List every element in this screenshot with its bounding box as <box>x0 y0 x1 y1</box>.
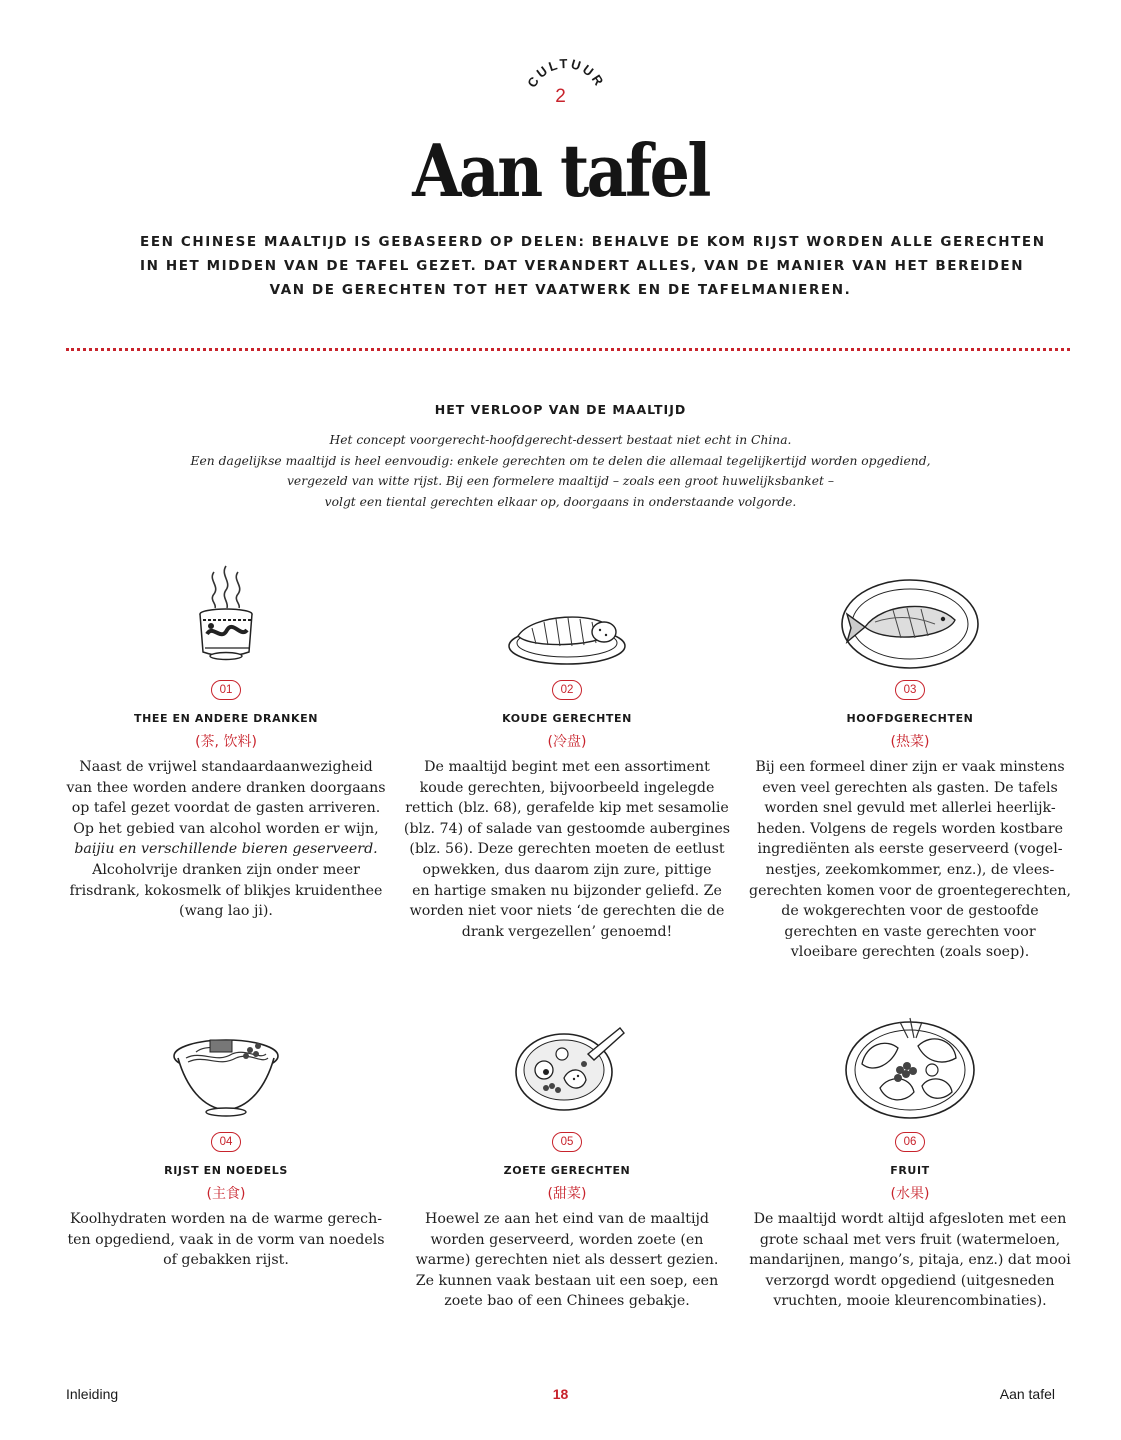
course-text: De maaltijd begint met een assortiment koude gerechten, bijvoorbeeld ingelegde rettich (blz. 68), gerafelde kip met sesamolie (blz. 74) of salade van gestoomde aubergines (blz. 56). Deze gerechten moeten de eetlust opwekken, dus daarom zijn zure, pittige en hartige smaken nu bijzonder geliefd. Ze worden niet voor niets ‘de gerechten die de drank vergezellen’ genoemd! <box>403 759 731 940</box>
course-number: 04 <box>211 1132 241 1152</box>
course-chinese: (主食) <box>206 1186 246 1202</box>
page-title: Aan tafel <box>412 128 709 213</box>
course-text: Hoewel ze aan het eind van de maaltijd worden geserveerd, worden zoete (en warme) gerechten niet als dessert gezien. Ze kunnen vaak bestaan uit een soep, een zoete bao of een Chinees gebakje. <box>415 1211 719 1310</box>
course-item <box>402 1006 732 1312</box>
course-title: THEE EN ANDERE DRANKEN <box>133 712 319 725</box>
svg-text:CULTUUR: CULTUUR <box>524 55 608 91</box>
dotted-divider <box>66 348 1070 351</box>
course-title: ZOETE GERECHTEN <box>503 1164 631 1177</box>
footer-chapter-title: Aan tafel <box>999 1386 1055 1402</box>
course-title: HOOFDGERECHTEN <box>846 712 974 725</box>
course-chinese: (冷盘) <box>547 734 587 750</box>
course-text: De maaltijd wordt altijd afgesloten met een grote schaal met vers fruit (watermeloen, mandarijnen, mango’s, pitaja, enz.) dat mooi verzorgd wordt opgediend (uitgesneden vruchten, mooie kleurencombinaties). <box>749 1211 1071 1310</box>
section-heading: HET VERLOOP VAN DE MAALTIJD <box>434 402 687 417</box>
course-text: Naast de vrijwel standaardaanwezigheid van thee worden andere dranken doorgaans op tafel gezet voordat de gasten arriveren. Op het gebied van alcohol worden er wijn, baijiu en verschillende bieren geserveerd. Alcoholvrije dranken zijn onder meer frisdrank, kokosmelk of blikjes kruidenthee (wang lao ji). <box>66 759 386 920</box>
course-item <box>745 1006 1075 1312</box>
course-chinese: (热菜) <box>890 734 930 750</box>
course-number: 01 <box>211 680 241 700</box>
course-text: Koolhydraten worden na de warme gerech- ten opgediend, vaak in de vorm van noedels of gebakken rijst. <box>67 1211 385 1269</box>
course-item <box>745 554 1075 963</box>
footer-section-name: Inleiding <box>66 1386 119 1402</box>
course-item <box>402 554 732 942</box>
chapter-number: 2 <box>555 86 566 107</box>
course-number: 05 <box>552 1132 582 1152</box>
tea-cup-icon <box>181 562 271 672</box>
fish-dish-icon <box>835 572 985 672</box>
intro-text: EEN CHINESE MAALTIJD IS GEBASEERD OP DELEN: BEHALVE DE KOM RIJST WORDEN ALLE GERECHTEN IN HET MIDDEN VAN DE TAFEL GEZET. DAT VERANDERT ALLES, VAN DE MANIER VAN HET BEREIDEN VAN DE GERECHTEN TOT HET VAATWERK EN DE TAFELMANIEREN. <box>140 234 1046 298</box>
course-title: KOUDE GERECHTEN <box>502 712 632 725</box>
course-chinese: (水果) <box>890 1186 930 1202</box>
course-item <box>61 554 391 922</box>
section-intro: Het concept voorgerecht-hoofdgerecht-dessert bestaat niet echt in China. Een dagelijkse maaltijd is heel eenvoudig: enkele gerechten om te delen die allemaal tegelijkertijd worden opgediend, vergezeld van witte rijst. Bij een formelere maaltijd – zoals een groot huwelijksbanket – volgt een tiental gerechten elkaar op, doorgaans in onderstaande volgorde. <box>190 433 931 509</box>
noodle-bowl-icon <box>166 1024 286 1124</box>
course-text: Bij een formeel diner zijn er vaak minstens even veel gerechten als gasten. De tafels worden snel gevuld met allerlei heerlijk- heden. Volgens de regels worden kostbare ingrediënten als eerste geserveerd (vogel- nestjes, zeekomkommer, enz.), de vlees- gerechten komen voor de groentegerechten, de wokgerechten voor de gestoofde gerechten en vaste gerechten voor vloeibare gerechten (zoals soep). <box>748 759 1072 961</box>
cold-dish-plate-icon <box>502 602 632 672</box>
course-chinese: (茶, 饮料) <box>195 734 257 750</box>
sweet-soup-bowl-icon <box>502 1024 632 1124</box>
page-number: 18 <box>552 1386 569 1402</box>
course-number: 03 <box>895 680 925 700</box>
course-title: FRUIT <box>890 1164 930 1177</box>
course-number: 02 <box>552 680 582 700</box>
course-item <box>61 1006 391 1271</box>
course-title: RIJST EN NOEDELS <box>164 1164 288 1177</box>
fruit-platter-icon <box>840 1008 980 1124</box>
course-number: 06 <box>895 1132 925 1152</box>
course-chinese: (甜菜) <box>547 1186 587 1202</box>
